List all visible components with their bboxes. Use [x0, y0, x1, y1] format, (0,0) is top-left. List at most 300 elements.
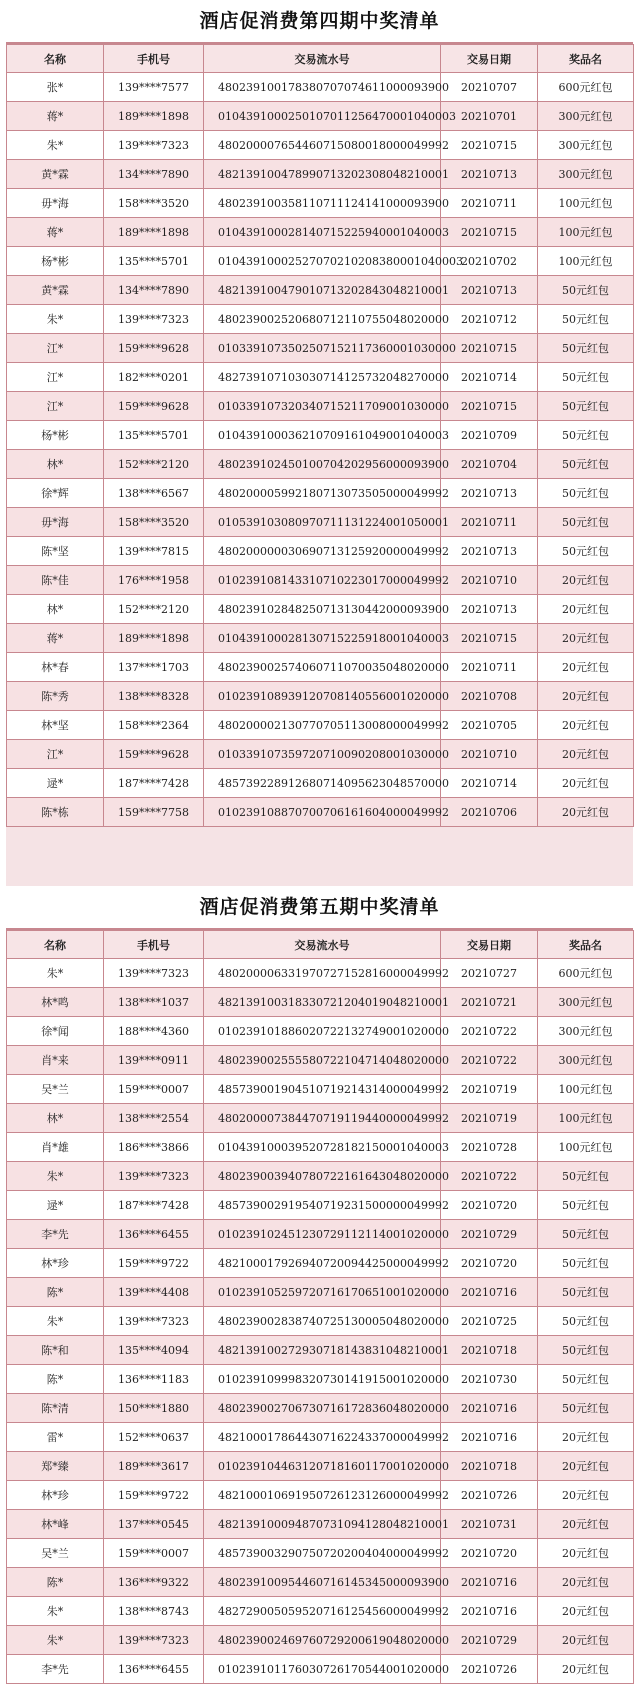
serial-number: 2838740725130005048020000 — [274, 1314, 449, 1328]
cell-phone: 136****9322 — [104, 1568, 204, 1597]
terminal-id: 48023900 — [218, 1053, 274, 1067]
cell-prize: 600元红包 — [538, 959, 634, 988]
serial-number: 7864430716224337000049992 — [274, 1430, 449, 1444]
serial-number: 0039520728182150001040003 — [274, 1140, 449, 1154]
cell-phone: 158****3520 — [104, 189, 204, 218]
cell-name: 江* — [7, 334, 104, 363]
cell-phone: 137****0545 — [104, 1510, 204, 1539]
cell-name: 逯* — [7, 1191, 104, 1220]
serial-number: 00250107011256470001040003 — [274, 109, 456, 123]
cell-transaction — [204, 305, 449, 334]
cell-date: 20210714 — [441, 363, 538, 392]
header-date: 交易日期 — [441, 931, 538, 959]
cell-name: 林*峰 — [7, 1510, 104, 1539]
cell-date: 20210706 — [441, 798, 538, 827]
cell-date: 20210712 — [441, 305, 538, 334]
serial-number: 7103030714125732048270000 — [274, 370, 449, 384]
cell-prize: 20元红包 — [538, 624, 634, 653]
cell-prize: 20元红包 — [538, 566, 634, 595]
cell-phone: 138****1037 — [104, 988, 204, 1017]
header-transaction-no: 交易流水号 — [204, 931, 441, 959]
terminal-id: 01043910 — [218, 225, 274, 239]
terminal-id: 48023900 — [218, 1401, 274, 1415]
terminal-id: 48023900 — [218, 1314, 274, 1328]
table-row — [7, 1539, 634, 1568]
cell-date: 20210728 — [441, 1133, 538, 1162]
serial-number: 7926940720094425000049992 — [274, 1256, 449, 1270]
serial-number: 0478990713202308048210001 — [274, 167, 449, 181]
cell-prize: 20元红包 — [538, 740, 634, 769]
cell-name: 江* — [7, 363, 104, 392]
terminal-id: 01023910 — [218, 1372, 274, 1386]
cell-prize: 20元红包 — [538, 595, 634, 624]
table-row — [7, 1481, 634, 1510]
cell-phone: 189****3617 — [104, 1452, 204, 1481]
cell-transaction — [204, 1220, 449, 1249]
cell-transaction — [204, 392, 449, 421]
cell-prize: 50元红包 — [538, 1162, 634, 1191]
header-phone: 手机号 — [104, 931, 204, 959]
header-phone: 手机号 — [104, 45, 204, 73]
cell-phone: 187****7428 — [104, 769, 204, 798]
terminal-id: 01053910 — [218, 515, 274, 529]
cell-prize: 100元红包 — [538, 189, 634, 218]
cell-date: 20210720 — [441, 1249, 538, 1278]
cell-prize: 50元红包 — [538, 1249, 634, 1278]
serial-number: 2130770705113008000049992 — [274, 718, 449, 732]
table-row — [7, 160, 634, 189]
cell-date: 20210720 — [441, 1539, 538, 1568]
terminal-id: 01023910 — [218, 689, 274, 703]
cell-prize: 50元红包 — [538, 1307, 634, 1336]
cell-transaction — [204, 959, 449, 988]
serial-number: 2555580722104714048020000 — [274, 1053, 449, 1067]
serial-number: 2848250713130442000093900 — [274, 602, 449, 616]
cell-prize: 50元红包 — [538, 276, 634, 305]
cell-name: 蒋* — [7, 218, 104, 247]
table-row — [7, 305, 634, 334]
cell-date: 20210719 — [441, 1104, 538, 1133]
cell-prize: 50元红包 — [538, 305, 634, 334]
cell-transaction — [204, 276, 449, 305]
cell-phone: 134****7890 — [104, 160, 204, 189]
cell-date: 20210715 — [441, 624, 538, 653]
cell-prize: 20元红包 — [538, 1423, 634, 1452]
serial-number: 1886020722132749001020000 — [274, 1024, 449, 1038]
terminal-id: 01023910 — [218, 573, 274, 587]
cell-name: 逯* — [7, 769, 104, 798]
cell-prize: 50元红包 — [538, 508, 634, 537]
cell-name: 林*鸣 — [7, 988, 104, 1017]
cell-phone: 159****0007 — [104, 1075, 204, 1104]
cell-date: 20210713 — [441, 276, 538, 305]
terminal-id: 48273910 — [218, 370, 274, 384]
cell-phone: 139****4408 — [104, 1278, 204, 1307]
table-body — [7, 73, 634, 827]
cell-transaction — [204, 1539, 449, 1568]
fourth-period-list — [6, 0, 633, 827]
cell-name: 江* — [7, 740, 104, 769]
cell-transaction — [204, 131, 449, 160]
cell-name: 徐*闻 — [7, 1017, 104, 1046]
cell-date: 20210727 — [441, 959, 538, 988]
table-row — [7, 566, 634, 595]
table-row — [7, 363, 634, 392]
cell-prize: 50元红包 — [538, 1394, 634, 1423]
serial-number: 5259720716170651001020000 — [274, 1285, 449, 1299]
table-row — [7, 624, 634, 653]
serial-number: 3290750720200404000049992 — [274, 1546, 449, 1560]
serial-number: 73502507152117360001030000 — [274, 341, 456, 355]
terminal-id: 01043910 — [218, 631, 274, 645]
terminal-id: 48023900 — [218, 312, 274, 326]
table-row — [7, 1626, 634, 1655]
terminal-id: 48020000 — [218, 486, 274, 500]
terminal-id: 01023910 — [218, 1285, 274, 1299]
cell-date: 20210715 — [441, 218, 538, 247]
cell-transaction — [204, 595, 449, 624]
cell-phone: 189****1898 — [104, 218, 204, 247]
cell-date: 20210722 — [441, 1017, 538, 1046]
table-row — [7, 682, 634, 711]
cell-name: 毋*海 — [7, 189, 104, 218]
cell-name: 朱* — [7, 1307, 104, 1336]
table-row — [7, 1162, 634, 1191]
cell-prize: 100元红包 — [538, 1133, 634, 1162]
cell-date: 20210702 — [441, 247, 538, 276]
cell-phone: 139****7323 — [104, 305, 204, 334]
table-row — [7, 653, 634, 682]
cell-date: 20210709 — [441, 421, 538, 450]
serial-number: 8912680714095623048570000 — [274, 776, 449, 790]
cell-name: 雷* — [7, 1423, 104, 1452]
serial-number: 2450100704202956000093900 — [274, 457, 449, 471]
serial-number: 6331970727152816000049992 — [274, 966, 449, 980]
terminal-id: 48573900 — [218, 1546, 274, 1560]
cell-phone: 150****1880 — [104, 1394, 204, 1423]
cell-date: 20210716 — [441, 1568, 538, 1597]
terminal-id: 01023910 — [218, 1024, 274, 1038]
cell-phone: 134****7890 — [104, 276, 204, 305]
table-row — [7, 421, 634, 450]
cell-phone: 182****0201 — [104, 363, 204, 392]
table-row — [7, 334, 634, 363]
table-row — [7, 1394, 634, 1423]
cell-name: 林*珍 — [7, 1249, 104, 1278]
cell-phone: 137****1703 — [104, 653, 204, 682]
cell-phone: 159****7758 — [104, 798, 204, 827]
cell-prize: 50元红包 — [538, 537, 634, 566]
cell-name: 陈* — [7, 1365, 104, 1394]
header-prize: 奖品名 — [538, 45, 634, 73]
serial-number: 2520680712110755048020000 — [274, 312, 449, 326]
cell-phone: 159****9722 — [104, 1249, 204, 1278]
cell-date: 20210718 — [441, 1336, 538, 1365]
table-row — [7, 1191, 634, 1220]
terminal-id: 01033910 — [218, 747, 274, 761]
cell-transaction — [204, 102, 456, 131]
terminal-id: 48023900 — [218, 1169, 274, 1183]
terminal-id: 48023900 — [218, 660, 274, 674]
cell-prize: 50元红包 — [538, 479, 634, 508]
serial-number: 7384470719119440000049992 — [274, 1111, 449, 1125]
cell-date: 20210716 — [441, 1597, 538, 1626]
header-date: 交易日期 — [441, 45, 538, 73]
serial-number: 2451230729112114001020000 — [274, 1227, 449, 1241]
cell-prize: 20元红包 — [538, 682, 634, 711]
serial-number: 5992180713073505000049992 — [274, 486, 449, 500]
cell-date: 20210713 — [441, 595, 538, 624]
cell-phone: 138****6567 — [104, 479, 204, 508]
cell-phone: 139****7323 — [104, 1162, 204, 1191]
cell-phone: 186****3866 — [104, 1133, 204, 1162]
terminal-id: 48020000 — [218, 138, 274, 152]
table-row — [7, 1075, 634, 1104]
table-row — [7, 1597, 634, 1626]
cell-prize: 300元红包 — [538, 102, 634, 131]
terminal-id: 48210001 — [218, 1488, 274, 1502]
cell-transaction — [204, 73, 449, 102]
terminal-id: 48213910 — [218, 995, 274, 1009]
cell-name: 黄*霖 — [7, 276, 104, 305]
cell-phone: 176****1958 — [104, 566, 204, 595]
serial-number: 0954460716145345000093900 — [274, 1575, 449, 1589]
serial-number: 2574060711070035048020000 — [274, 660, 449, 674]
cell-date: 20210711 — [441, 189, 538, 218]
cell-phone: 139****7577 — [104, 73, 204, 102]
serial-number: 0094870731094128048210001 — [274, 1517, 449, 1531]
cell-phone: 159****9628 — [104, 334, 204, 363]
cell-transaction — [204, 1365, 449, 1394]
cell-prize: 50元红包 — [538, 334, 634, 363]
terminal-id: 48023910 — [218, 196, 274, 210]
cell-transaction — [204, 450, 449, 479]
table-header-row — [7, 931, 634, 959]
cell-name: 林* — [7, 595, 104, 624]
table-row — [7, 798, 634, 827]
cell-prize: 20元红包 — [538, 653, 634, 682]
cell-date: 20210710 — [441, 740, 538, 769]
cell-prize: 100元红包 — [538, 218, 634, 247]
cell-transaction — [204, 1046, 449, 1075]
cell-phone: 136****6455 — [104, 1220, 204, 1249]
cell-transaction — [204, 1481, 449, 1510]
cell-date: 20210707 — [441, 73, 538, 102]
cell-date: 20210715 — [441, 334, 538, 363]
terminal-id: 48210001 — [218, 1256, 274, 1270]
cell-prize: 50元红包 — [538, 1336, 634, 1365]
cell-phone: 139****7323 — [104, 1626, 204, 1655]
table-header-row — [7, 45, 634, 73]
cell-name: 毋*海 — [7, 508, 104, 537]
cell-phone: 187****7428 — [104, 1191, 204, 1220]
terminal-id: 48213910 — [218, 1343, 274, 1357]
cell-date: 20210719 — [441, 1075, 538, 1104]
cell-date: 20210708 — [441, 682, 538, 711]
cell-date: 20210713 — [441, 537, 538, 566]
terminal-id: 48023910 — [218, 457, 274, 471]
cell-phone: 159****9628 — [104, 740, 204, 769]
cell-phone: 152****2120 — [104, 450, 204, 479]
cell-phone: 136****1183 — [104, 1365, 204, 1394]
fifth-period-list — [6, 886, 633, 1684]
cell-name: 林* — [7, 1104, 104, 1133]
cell-date: 20210715 — [441, 131, 538, 160]
cell-prize: 20元红包 — [538, 1655, 634, 1684]
serial-number: 4463120718160117001020000 — [274, 1459, 449, 1473]
cell-name: 杨*彬 — [7, 247, 104, 276]
cell-name: 吴*兰 — [7, 1539, 104, 1568]
cell-prize: 300元红包 — [538, 988, 634, 1017]
cell-transaction — [204, 363, 449, 392]
cell-date: 20210729 — [441, 1626, 538, 1655]
cell-prize: 50元红包 — [538, 450, 634, 479]
cell-transaction — [204, 479, 449, 508]
cell-prize: 20元红包 — [538, 1539, 634, 1568]
serial-number: 3080970711131224001050001 — [274, 515, 449, 529]
cell-phone: 159****9722 — [104, 1481, 204, 1510]
cell-name: 朱* — [7, 1626, 104, 1655]
cell-prize: 300元红包 — [538, 131, 634, 160]
header-name: 名称 — [7, 931, 104, 959]
cell-prize: 100元红包 — [538, 1075, 634, 1104]
terminal-id: 01033910 — [218, 399, 274, 413]
terminal-id: 48020000 — [218, 718, 274, 732]
page-title: 酒店促消费第四期中奖清单 — [6, 0, 633, 44]
cell-date: 20210711 — [441, 653, 538, 682]
serial-number: 0036210709161049001040003 — [274, 428, 449, 442]
terminal-id: 48272900 — [218, 1604, 274, 1618]
cell-transaction — [204, 682, 449, 711]
cell-date: 20210701 — [441, 102, 538, 131]
cell-transaction — [204, 711, 449, 740]
cell-date: 20210714 — [441, 769, 538, 798]
cell-transaction — [204, 1075, 449, 1104]
cell-name: 吴*兰 — [7, 1075, 104, 1104]
cell-transaction — [204, 537, 449, 566]
cell-name: 江* — [7, 392, 104, 421]
cell-prize: 100元红包 — [538, 247, 634, 276]
cell-prize: 300元红包 — [538, 1017, 634, 1046]
serial-number: 7320340715211709001030000 — [274, 399, 449, 413]
table-row — [7, 711, 634, 740]
cell-transaction — [204, 1423, 449, 1452]
terminal-id: 48020000 — [218, 1111, 274, 1125]
cell-transaction — [204, 160, 449, 189]
section-divider — [6, 827, 633, 886]
page-title: 酒店促消费第五期中奖清单 — [6, 886, 633, 930]
serial-number: 0272930718143831048210001 — [274, 1343, 449, 1357]
cell-name: 林* — [7, 450, 104, 479]
cell-prize: 50元红包 — [538, 392, 634, 421]
table-row — [7, 102, 634, 131]
cell-date: 20210716 — [441, 1394, 538, 1423]
table-row — [7, 1510, 634, 1539]
cell-transaction — [204, 218, 449, 247]
cell-date: 20210721 — [441, 988, 538, 1017]
cell-prize: 20元红包 — [538, 1626, 634, 1655]
terminal-id: 48023900 — [218, 1633, 274, 1647]
cell-date: 20210725 — [441, 1307, 538, 1336]
cell-phone: 159****9628 — [104, 392, 204, 421]
cell-name: 张* — [7, 73, 104, 102]
cell-name: 杨*彬 — [7, 421, 104, 450]
cell-phone: 189****1898 — [104, 102, 204, 131]
cell-transaction — [204, 1510, 449, 1539]
serial-number: 8870700706161604000049992 — [274, 805, 449, 819]
serial-number: 0358110711124141000093900 — [274, 196, 449, 210]
cell-transaction — [204, 1655, 449, 1684]
cell-name: 朱* — [7, 959, 104, 988]
cell-transaction — [204, 421, 449, 450]
table-row — [7, 508, 634, 537]
table-row — [7, 1336, 634, 1365]
table-row — [7, 218, 634, 247]
terminal-id: 48023910 — [218, 80, 274, 94]
cell-transaction — [204, 1394, 449, 1423]
cell-transaction — [204, 1597, 449, 1626]
table-row — [7, 1220, 634, 1249]
table-row — [7, 1249, 634, 1278]
table-row — [7, 537, 634, 566]
terminal-id: 01043910 — [218, 428, 274, 442]
serial-number: 1176030726170544001020000 — [274, 1662, 449, 1676]
cell-prize: 300元红包 — [538, 160, 634, 189]
cell-date: 20210716 — [441, 1423, 538, 1452]
cell-transaction — [204, 624, 449, 653]
cell-transaction — [204, 1278, 449, 1307]
serial-number: 0178380707074611000093900 — [274, 80, 449, 94]
terminal-id: 48213910 — [218, 283, 274, 297]
cell-phone: 135****5701 — [104, 421, 204, 450]
serial-number: 2919540719231500000049992 — [274, 1198, 449, 1212]
cell-name: 朱* — [7, 131, 104, 160]
terminal-id: 01023910 — [218, 1459, 274, 1473]
serial-number: 0318330721204019048210001 — [274, 995, 449, 1009]
table-row — [7, 392, 634, 421]
cell-transaction — [204, 1336, 449, 1365]
serial-number: 0691950726123126000049992 — [274, 1488, 449, 1502]
cell-phone: 138****8328 — [104, 682, 204, 711]
cell-name: 肖*来 — [7, 1046, 104, 1075]
cell-date: 20210705 — [441, 711, 538, 740]
cell-name: 陈*和 — [7, 1336, 104, 1365]
cell-prize: 20元红包 — [538, 711, 634, 740]
terminal-id: 48573900 — [218, 1082, 274, 1096]
table-row — [7, 1307, 634, 1336]
cell-prize: 50元红包 — [538, 421, 634, 450]
serial-number: 3940780722161643048020000 — [274, 1169, 449, 1183]
cell-transaction — [204, 1162, 449, 1191]
cell-prize: 20元红包 — [538, 1597, 634, 1626]
table-row — [7, 189, 634, 218]
cell-prize: 20元红包 — [538, 769, 634, 798]
cell-prize: 600元红包 — [538, 73, 634, 102]
cell-date: 20210713 — [441, 160, 538, 189]
table-row — [7, 1278, 634, 1307]
cell-name: 陈*佳 — [7, 566, 104, 595]
table-row — [7, 769, 634, 798]
cell-date: 20210720 — [441, 1191, 538, 1220]
cell-name: 朱* — [7, 1162, 104, 1191]
table-row — [7, 988, 634, 1017]
cell-phone: 188****4360 — [104, 1017, 204, 1046]
cell-name: 陈*秀 — [7, 682, 104, 711]
cell-transaction — [204, 508, 449, 537]
table-row — [7, 740, 634, 769]
serial-number: 0028140715225940001040003 — [274, 225, 449, 239]
table-row — [7, 1568, 634, 1597]
